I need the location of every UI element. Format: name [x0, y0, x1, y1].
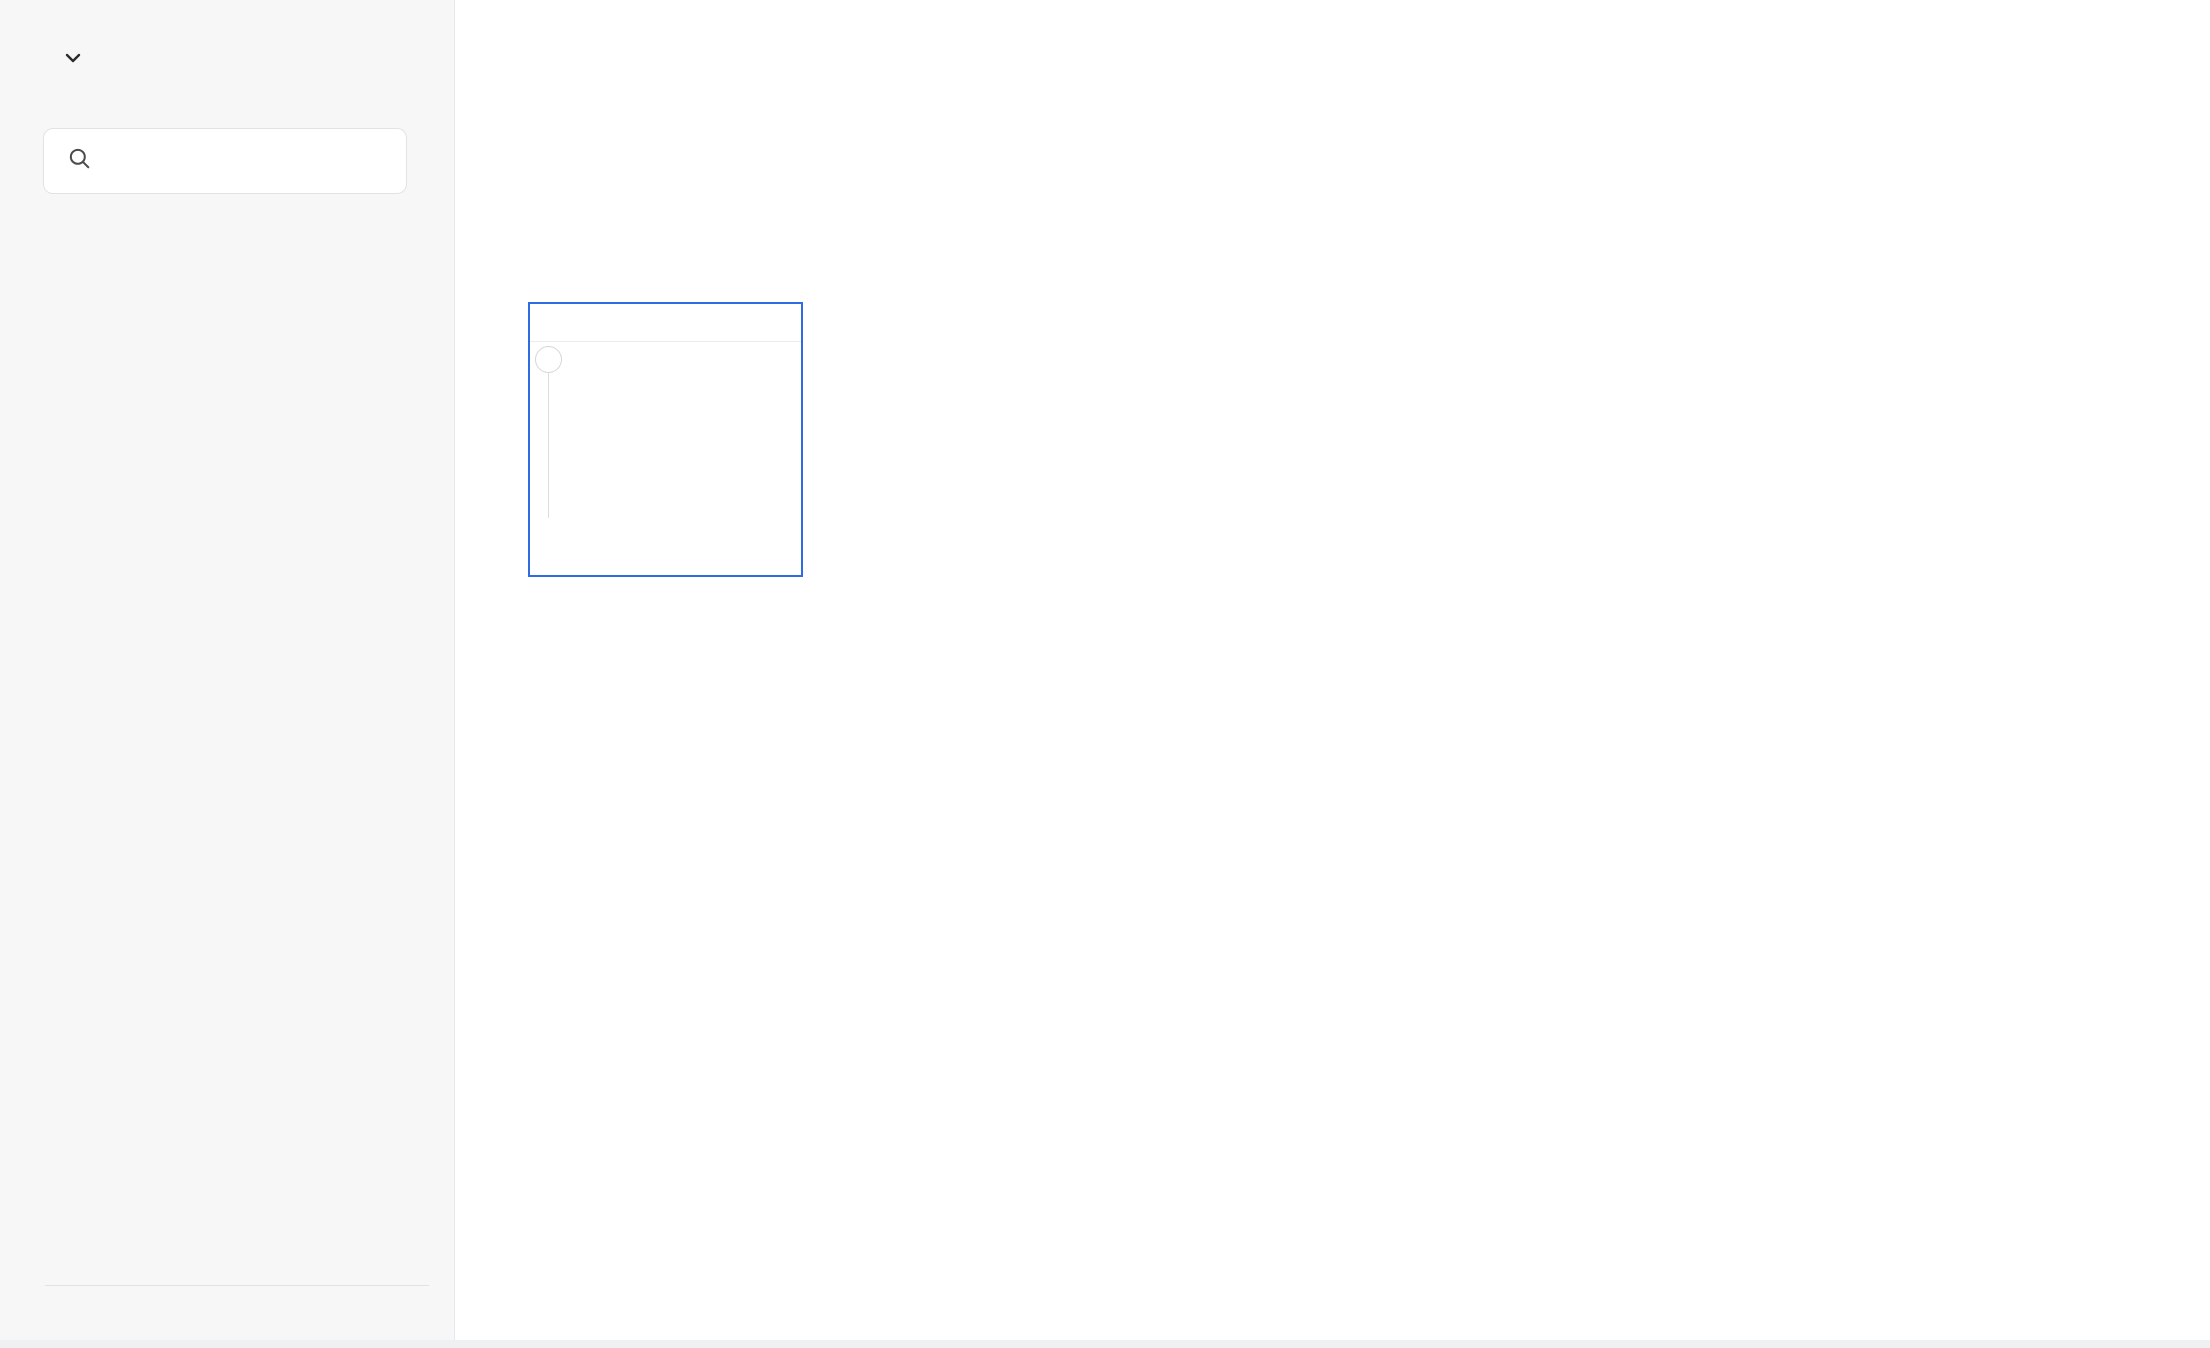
chevron-down-icon — [61, 40, 85, 75]
search-icon — [66, 145, 93, 177]
move-to-top-checkbox[interactable] — [528, 1277, 556, 1305]
sidebar-divider — [45, 1285, 429, 1286]
mail-app-switcher[interactable] — [45, 40, 85, 75]
enable-conversation-view-row — [528, 228, 572, 256]
settings-search[interactable] — [43, 128, 407, 194]
mark-read-row — [528, 633, 572, 661]
move-to-top-row — [528, 1277, 572, 1305]
enable-conversation-view-checkbox[interactable] — [528, 228, 556, 256]
conversation-preview-card — [528, 302, 803, 577]
window-bottom-edge — [0, 1340, 2210, 1348]
search-input[interactable] — [109, 146, 384, 177]
settings-sidebar — [0, 0, 455, 1348]
selection-actions-block — [878, 303, 2208, 337]
preview-card-header — [530, 304, 801, 342]
conversation-settings-panel — [456, 0, 2210, 1348]
thread-count-badge — [535, 346, 562, 373]
mark-read-checkbox[interactable] — [528, 633, 556, 661]
